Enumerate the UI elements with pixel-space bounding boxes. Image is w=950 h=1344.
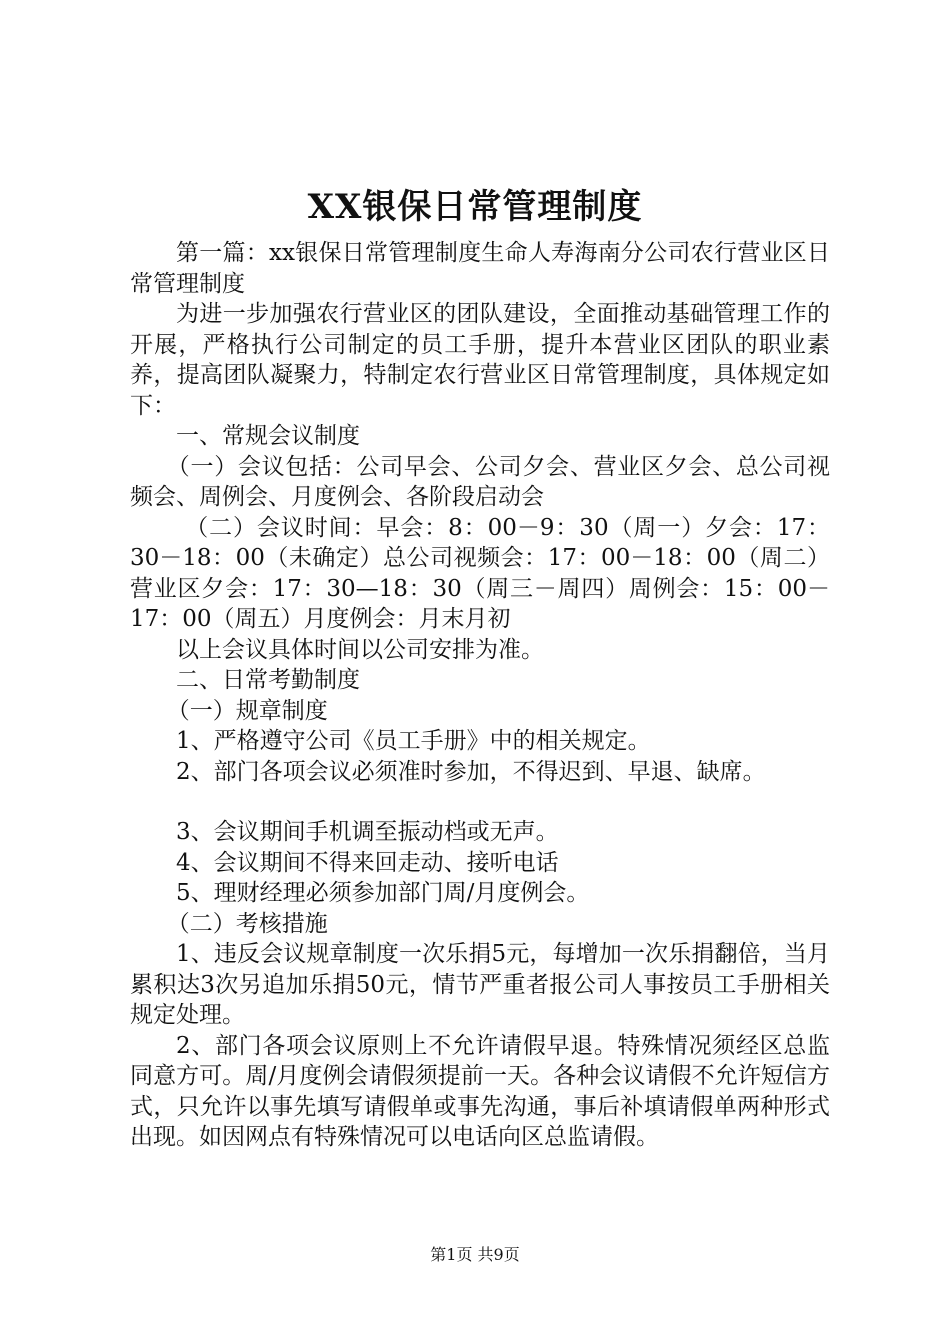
- paragraph-chapter-heading: 第一篇：xx银保日常管理制度生命人寿海南分公司农行营业区日常管理制度: [130, 240, 830, 297]
- section-heading-attendance: 二、日常考勤制度: [176, 667, 360, 693]
- paragraph-meeting-note: 以上会议具体时间以公司安排为准。: [176, 636, 544, 663]
- assessment-item-1: 1、违反会议规章制度一次乐捐5元，每增加一次乐捐翻倍，当月累积达3次另追加乐捐50元，情节严重者报公司人事按员工手册相关规定处理。: [130, 941, 830, 1028]
- rule-item-2: 2、部门各项会议必须准时参加，不得迟到、早退、缺席。: [176, 758, 766, 785]
- rule-item-4: 4、会议期间不得来回走动、接听电话: [176, 849, 559, 876]
- rule-item-1: 1、严格遵守公司《员工手册》中的相关规定。: [176, 728, 651, 754]
- paragraph-intro: 为进一步加强农行营业区的团队建设，全面推动基础管理工作的开展，严格执行公司制定的员工手册，提升本营业区团队的职业素养，提高团队凝聚力，特制定农行营业区日常管理制度，具体规定如下：: [130, 301, 830, 419]
- document-body: [130, 238, 830, 1153]
- paragraph-meeting-types: （一）会议包括：公司早会、公司夕会、营业区夕会、总公司视频会、周例会、月度例会、各阶段启动会: [130, 453, 830, 510]
- document-title: XX银保日常管理制度: [307, 187, 643, 227]
- section-heading-meetings: 一、常规会议制度: [176, 423, 360, 449]
- subsection-heading-rules: （一）规章制度: [166, 697, 328, 724]
- paragraph-meeting-times: （二）会议时间：早会：8：00－9：30（周一）夕会：17：30－18：00（未确定）总公司视频会：17：00－18：00（周二）营业区夕会：17：30—18：30（周三－周四）周例会：15：00－17：00（周五）月度例会：月末月初: [130, 514, 830, 632]
- rule-item-5: 5、理财经理必须参加部门周/月度例会。: [176, 880, 590, 906]
- subsection-heading-assessment: （二）考核措施: [166, 910, 328, 937]
- paragraph-spacer: [130, 787, 830, 817]
- rule-item-3: 3、会议期间手机调至振动档或无声。: [176, 819, 559, 845]
- page-footer: 第1页 共9页: [430, 1245, 520, 1264]
- assessment-item-2: 2、部门各项会议原则上不允许请假早退。特殊情况须经区总监同意方可。周/月度例会请假须提前一天。各种会议请假不允许短信方式，只允许以事先填写请假单或事先沟通，事后补填请假单两种形式出现。如因网点有特殊情况可以电话向区总监请假。: [130, 1032, 830, 1150]
